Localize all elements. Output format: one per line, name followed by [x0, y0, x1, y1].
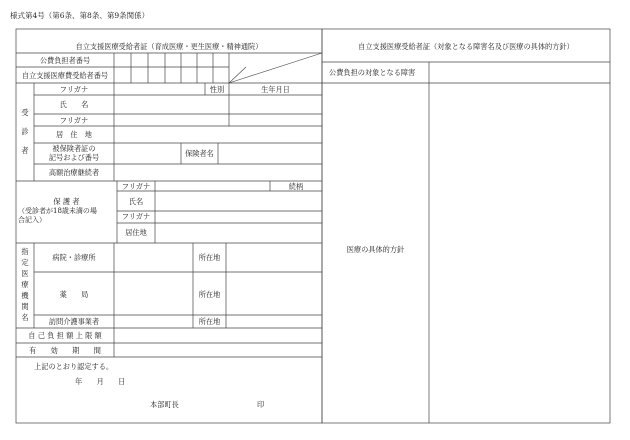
- guardian-name-label: 氏名: [128, 197, 144, 206]
- patient-furigana2-label: フリガナ: [59, 116, 89, 125]
- medical-group-char: 関: [21, 302, 29, 311]
- certification-text: 上記のとおり認定する。: [34, 362, 114, 371]
- guardian-note-cont: 合記入）: [18, 216, 46, 224]
- home-nursing-label: 訪問介護事業者: [48, 317, 100, 326]
- form-number: 様式第4号（第6条、第8条、第9条関係）: [10, 11, 150, 20]
- medical-group-char: 定: [21, 258, 29, 267]
- copay-limit-label: 自 己 負 担 額 上 限 額: [28, 331, 102, 340]
- high-cost-label: 高額治療継続者: [48, 168, 100, 177]
- mayor-label: 本部町長: [150, 400, 179, 409]
- patient-group-char: 受: [21, 108, 29, 117]
- patient-group-char: 診: [21, 127, 29, 136]
- home-nursing-location-label: 所在地: [198, 317, 221, 326]
- medical-group-char: 指: [21, 247, 29, 256]
- insured-number-label: 記号および番号: [48, 153, 100, 162]
- medical-group-char: 機: [21, 291, 29, 300]
- pharmacy-location-label: 所在地: [198, 290, 221, 299]
- policy-label: 医療の具体的方針: [346, 245, 405, 254]
- patient-group-char: 者: [21, 146, 29, 155]
- guardian-note: （受診者が18歳未満の場: [18, 207, 97, 215]
- gender-label: 性別: [209, 85, 225, 94]
- guardian-address-label: 居住地: [125, 228, 147, 237]
- patient-name-label: 氏 名: [59, 100, 89, 109]
- insurer-name-label: 保険者名: [185, 149, 214, 158]
- right-title: 自立支援医療受給者証（対象となる障害名及び医療の具体的方針）: [358, 42, 574, 51]
- guardian-label: 保 護 者: [53, 197, 80, 206]
- public-payer-number-label: 公費負担者番号: [39, 56, 91, 65]
- guardian-furigana-label: フリガナ: [121, 182, 151, 191]
- birthdate-label: 生年月日: [261, 85, 290, 94]
- pharmacy-label: 薬 局: [59, 290, 89, 299]
- patient-furigana-label: フリガナ: [59, 85, 89, 94]
- left-title: 自立支援医療受給者証（育成医療・更生医療・精神通院）: [75, 42, 263, 51]
- hospital-location-label: 所在地: [198, 253, 221, 262]
- medical-group-char: 名: [21, 313, 29, 322]
- date-line: 年 月 日: [75, 377, 126, 386]
- hospital-label: 病院・診療所: [52, 253, 96, 262]
- relation-label: 続柄: [288, 182, 304, 191]
- guardian-furigana2-label: フリガナ: [121, 212, 151, 221]
- patient-address-label: 居 住 地: [56, 130, 92, 139]
- medical-group-char: 療: [21, 280, 29, 289]
- seal-label: 印: [257, 400, 265, 409]
- validity-label: 有 効 期 間: [29, 346, 101, 355]
- medical-group-char: 医: [21, 269, 29, 278]
- recipient-number-label: 自立支援医療費受給者番号: [21, 71, 109, 80]
- disability-label: 公費負担の対象となる障害: [329, 68, 416, 77]
- insured-symbol-label: 被保険者証の: [52, 144, 96, 153]
